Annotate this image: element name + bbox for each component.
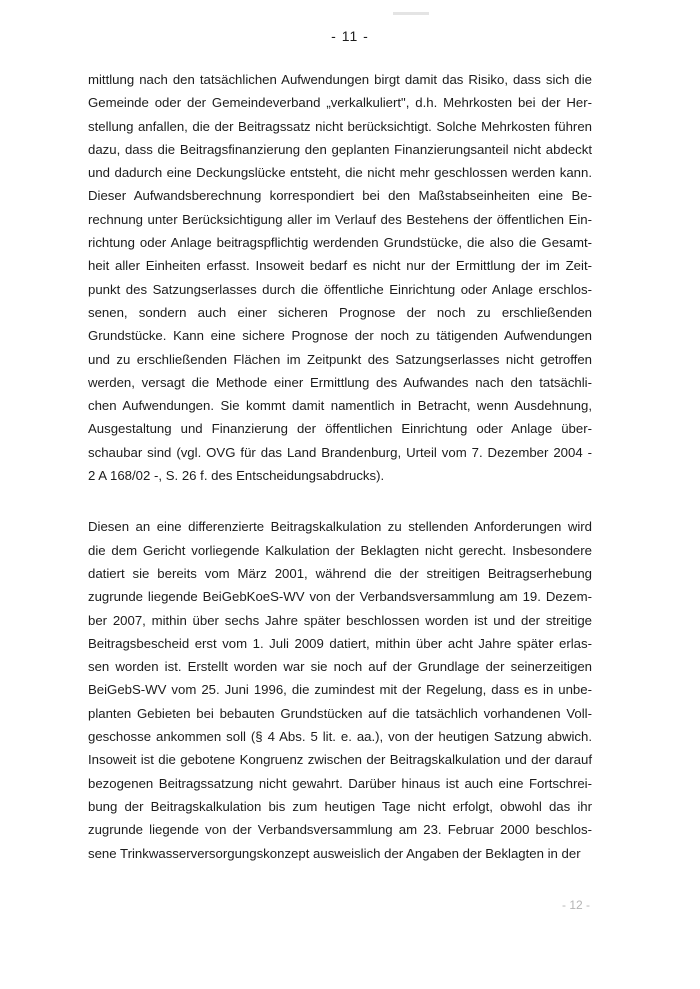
text-line: Dieser Aufwandsberechnung korrespondiert bei den Maßstabseinheiten eine Be- <box>88 188 592 204</box>
text-line: zugrunde liegende von der Verbandsversammlung am 23. Februar 2000 beschlos- <box>88 822 592 838</box>
text-line: ber 2007, mithin über sechs Jahre später beschlossen worden ist und der streitige <box>88 612 592 628</box>
text-line: geschosse ankommen soll (§ 4 Abs. 5 lit. e. aa.), von der heutigen Satzung abwich. <box>88 729 592 745</box>
text-line: werden, versagt die Methode einer Ermittlung des Aufwandes nach den tatsächli- <box>88 374 592 390</box>
text-line: richtung oder Anlage beitragspflichtig werdenden Grundstücke, die also die Gesamt- <box>88 235 592 251</box>
text-line: sen worden ist. Erstellt worden war sie noch auf der Grundlage der seinerzeitigen <box>88 659 592 675</box>
text-line: und zu erschließenden Flächen im Zeitpunkt des Satzungserlasses nicht getroffen <box>88 351 592 367</box>
text-line: senen, sondern auch einer sicheren Prognose der noch zu erschließenden <box>88 304 592 320</box>
paragraph-1 <box>88 68 592 487</box>
text-line: datiert sie bereits vom März 2001, während die der streitigen Beitragserhebung <box>88 565 592 581</box>
text-line: schaubar sind (vgl. OVG für das Land Brandenburg, Urteil vom 7. Dezember 2004 - <box>88 444 592 460</box>
document-body <box>88 68 592 865</box>
text-line: Beitragsbescheid erst vom 1. Juli 2009 datiert, mithin über acht Jahre später erlas- <box>88 635 592 651</box>
text-line: punkt des Satzungserlasses durch die öffentliche Einrichtung oder Anlage erschlos- <box>88 281 592 297</box>
text-line: rechnung unter Berücksichtigung aller im Verlauf des Bestehens der öffentlichen Ein- <box>88 211 592 227</box>
text-line: heit aller Einheiten erfasst. Insoweit bedarf es nicht nur der Ermittlung der im Zeit- <box>88 258 592 274</box>
text-line: stellung anfallen, die der Beitragssatz nicht berücksichtigt. Solche Mehrkosten führen <box>88 118 592 134</box>
text-line: zugrunde liegende BeiGebKoeS-WV von der Verbandsversammlung am 19. Dezem- <box>88 589 592 605</box>
text-line: Diesen an eine differenzierte Beitragskalkulation zu stellenden Anforderungen wird <box>88 519 592 535</box>
text-line: mittlung nach den tatsächlichen Aufwendungen birgt damit das Risiko, dass sich die <box>88 72 592 87</box>
next-page-marker: - 12 - <box>561 898 590 912</box>
text-line: BeiGebS-WV vom 25. Juni 1996, die zumindest mit der Regelung, dass es in unbe- <box>88 682 592 698</box>
text-line: die dem Gericht vorliegende Kalkulation der Beklagten nicht gerecht. Insbesondere <box>88 542 592 558</box>
text-line: und dadurch eine Deckungslücke entsteht, die nicht mehr geschlossen werden kann. <box>88 165 592 181</box>
text-line: planten Gebieten bei bebauten Grundstücken auf die tatsächlich vorhandenen Voll- <box>88 705 592 721</box>
scan-artifact <box>393 12 429 15</box>
text-line: Grundstücke. Kann eine sichere Prognose der noch zu tätigenden Aufwendungen <box>88 328 592 344</box>
text-line: sene Trinkwasserversorgungskonzept ausweislich der Angaben der Beklagten in der <box>88 845 581 861</box>
text-line: 2 A 168/02 -, S. 26 f. des Entscheidungsabdrucks). <box>88 468 385 484</box>
text-line: Gemeinde oder der Gemeindeverband „verkalkuliert", d.h. Mehrkosten bei der Her- <box>88 95 592 111</box>
text-line: chen Aufwendungen. Sie kommt damit namentlich in Betracht, wenn Ausdehnung, <box>88 398 592 414</box>
text-line: bung der Beitragskalkulation bis zum heutigen Tage nicht erfolgt, obwohl das ihr <box>88 798 592 814</box>
text-line: Insoweit ist die gebotene Kongruenz zwischen der Beitragskalkulation und der darauf <box>88 752 592 768</box>
text-line: bezogenen Beitragssatzung nicht gewahrt. Darüber hinaus ist auch eine Fortschrei- <box>88 775 592 791</box>
text-line: Ausgestaltung und Finanzierung der öffentlichen Einrichtung oder Anlage über- <box>88 421 592 437</box>
paragraph-2 <box>88 515 592 864</box>
page-number: - 11 - <box>331 28 369 44</box>
text-line: dazu, dass die Beitragsfinanzierung den geplanten Finanzierungsanteil nicht abdeckt <box>88 141 592 157</box>
